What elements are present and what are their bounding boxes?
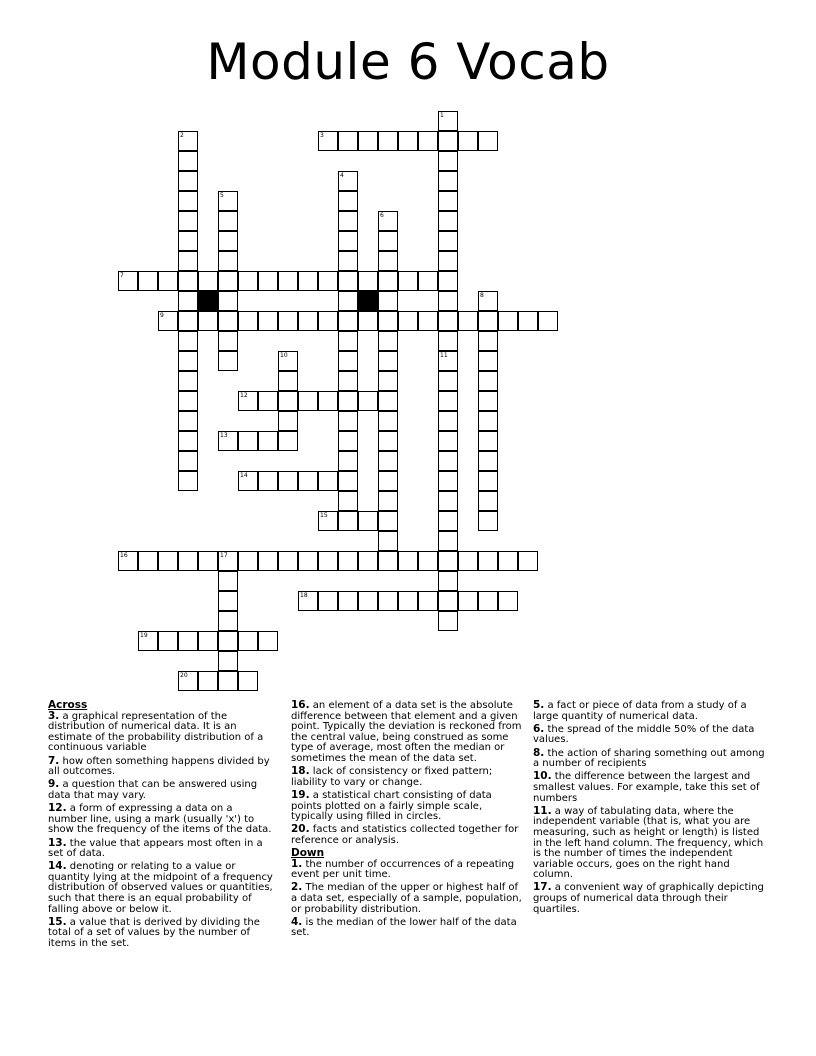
grid-cell[interactable]: [378, 331, 398, 351]
grid-cell[interactable]: [438, 231, 458, 251]
grid-cell[interactable]: [218, 231, 238, 251]
grid-cell[interactable]: [478, 451, 498, 471]
grid-cell[interactable]: [278, 271, 298, 291]
grid-cell[interactable]: [378, 131, 398, 151]
grid-cell[interactable]: [438, 211, 458, 231]
clue-down-6: 6. the spread of the middle 50% of the data values.: [533, 722, 755, 746]
grid-cell[interactable]: [178, 311, 198, 331]
grid-cell[interactable]: [318, 591, 338, 611]
grid-cell[interactable]: [338, 431, 358, 451]
grid-cell[interactable]: [298, 311, 318, 331]
grid-cell[interactable]: [238, 311, 258, 331]
grid-cell[interactable]: [458, 551, 478, 571]
black-square: [198, 291, 218, 311]
grid-cell[interactable]: [358, 511, 378, 531]
grid-cell[interactable]: [378, 271, 398, 291]
clue-across-20: 20. facts and statistics collected together for reference or analysis.: [291, 823, 519, 846]
grid-cell[interactable]: [378, 471, 398, 491]
grid-cell[interactable]: [338, 271, 358, 291]
grid-cell[interactable]: [178, 171, 198, 191]
grid-cell[interactable]: [138, 271, 158, 291]
grid-cell[interactable]: [458, 131, 478, 151]
grid-cell[interactable]: [398, 271, 418, 291]
grid-cell[interactable]: [478, 391, 498, 411]
grid-cell[interactable]: [478, 351, 498, 371]
grid-cell[interactable]: [338, 251, 358, 271]
grid-number-17: 17: [220, 552, 228, 559]
grid-cell[interactable]: [438, 431, 458, 451]
grid-number-19: 19: [140, 632, 148, 639]
grid-cell[interactable]: [338, 411, 358, 431]
grid-cell[interactable]: [418, 271, 438, 291]
grid-cell[interactable]: [278, 431, 298, 451]
grid-cell[interactable]: [238, 631, 258, 651]
grid-cell[interactable]: [238, 271, 258, 291]
grid-cell[interactable]: [438, 331, 458, 351]
clue-across-15: 15. a value that is derived by dividing the total of a set of values by the number of items in the set.: [48, 915, 260, 950]
grid-cell[interactable]: [338, 331, 358, 351]
clue-column-2: [291, 700, 523, 941]
grid-cell[interactable]: [258, 391, 278, 411]
grid-cell[interactable]: [498, 311, 518, 331]
grid-cell[interactable]: [378, 491, 398, 511]
grid-cell[interactable]: [238, 671, 258, 691]
grid-number-8: 8: [480, 292, 484, 299]
grid-cell[interactable]: [378, 231, 398, 251]
grid-cell[interactable]: [438, 611, 458, 631]
grid-number-6: 6: [380, 212, 384, 219]
grid-cell[interactable]: [218, 611, 238, 631]
grid-cell[interactable]: [138, 551, 158, 571]
grid-cell[interactable]: [358, 131, 378, 151]
grid-cell[interactable]: [538, 311, 558, 331]
grid-number-18: 18: [300, 592, 308, 599]
grid-cell[interactable]: [398, 551, 418, 571]
grid-cell[interactable]: [398, 131, 418, 151]
clue-across-14: 14. denoting or relating to a value or quantity lying at the midpoint of a frequency distribution of observed values or quantities, such that there is an equal probability of falling above or below it.: [48, 860, 273, 915]
grid-cell[interactable]: [278, 391, 298, 411]
grid-number-14: 14: [240, 472, 248, 479]
grid-cell[interactable]: [298, 391, 318, 411]
clue-across-12: 12. a form of expressing a data on a number line, using a mark (usually 'x') to show the frequency of the items of the data.: [48, 802, 272, 836]
grid-cell[interactable]: [338, 211, 358, 231]
grid-cell[interactable]: [478, 511, 498, 531]
grid-cell[interactable]: [358, 271, 378, 291]
grid-cell[interactable]: [518, 551, 538, 571]
grid-cell[interactable]: [438, 311, 458, 331]
grid-cell[interactable]: [318, 311, 338, 331]
grid-cell[interactable]: [218, 291, 238, 311]
grid-cell[interactable]: [218, 331, 238, 351]
grid-cell[interactable]: [358, 311, 378, 331]
grid-cell[interactable]: [338, 311, 358, 331]
grid-cell[interactable]: [158, 631, 178, 651]
grid-number-7: 7: [120, 272, 124, 279]
grid-cell[interactable]: [178, 191, 198, 211]
grid-cell[interactable]: [318, 471, 338, 491]
grid-cell[interactable]: [438, 591, 458, 611]
clue-across-3: 3. a graphical representation of the distribution of numerical data. It is an estimate of the probability distribution of a continuous variable: [48, 709, 264, 754]
grid-cell[interactable]: [438, 271, 458, 291]
grid-cell[interactable]: [438, 171, 458, 191]
grid-cell[interactable]: [478, 471, 498, 491]
grid-cell[interactable]: [378, 411, 398, 431]
clue-down-8: 8. the action of sharing something out among a number of recipients: [533, 746, 765, 770]
grid-cell[interactable]: [358, 591, 378, 611]
grid-cell[interactable]: [478, 331, 498, 351]
grid-cell[interactable]: [338, 511, 358, 531]
grid-cell[interactable]: [438, 411, 458, 431]
grid-cell[interactable]: [278, 551, 298, 571]
grid-number-3: 3: [320, 132, 324, 139]
grid-cell[interactable]: [498, 551, 518, 571]
grid-cell[interactable]: [438, 491, 458, 511]
grid-cell[interactable]: [278, 371, 298, 391]
grid-number-16: 16: [120, 552, 128, 559]
grid-cell[interactable]: [478, 131, 498, 151]
grid-cell[interactable]: [338, 231, 358, 251]
grid-cell[interactable]: [478, 371, 498, 391]
grid-cell[interactable]: [338, 191, 358, 211]
grid-cell[interactable]: [478, 311, 498, 331]
grid-cell[interactable]: [258, 551, 278, 571]
clue-column-1: [48, 700, 273, 951]
grid-cell[interactable]: [378, 531, 398, 551]
clue-down-17: 17. a convenient way of graphically depicting groups of numerical data through their quartiles.: [533, 881, 764, 915]
grid-cell[interactable]: [238, 431, 258, 451]
grid-cell[interactable]: [378, 431, 398, 451]
grid-cell[interactable]: [378, 291, 398, 311]
grid-cell[interactable]: [178, 151, 198, 171]
clue-across-7: 7. how often something happens divided by all outcomes.: [48, 754, 270, 778]
grid-cell[interactable]: [298, 271, 318, 291]
grid-cell[interactable]: [198, 311, 218, 331]
grid-cell[interactable]: [178, 411, 198, 431]
clue-across-16: 16. an element of a data set is the absolute difference between that element and a given point. Typically the deviation is reckoned from the central value, being construed as some type of average, most often the median or sometimes the mean of the data set.: [291, 699, 522, 764]
grid-cell[interactable]: [258, 431, 278, 451]
grid-cell[interactable]: [178, 231, 198, 251]
grid-cell[interactable]: [178, 451, 198, 471]
grid-number-2: 2: [180, 132, 184, 139]
grid-number-15: 15: [320, 512, 328, 519]
grid-cell[interactable]: [518, 311, 538, 331]
grid-cell[interactable]: [218, 591, 238, 611]
grid-cell[interactable]: [318, 391, 338, 411]
grid-cell[interactable]: [278, 311, 298, 331]
grid-cell[interactable]: [478, 411, 498, 431]
clue-across-18: 18. lack of consistency or fixed pattern; liability to vary or change.: [291, 765, 493, 788]
grid-cell[interactable]: [438, 451, 458, 471]
grid-number-4: 4: [340, 172, 344, 179]
grid-number-12: 12: [240, 392, 248, 399]
grid-cell[interactable]: [378, 371, 398, 391]
grid-cell[interactable]: [378, 451, 398, 471]
grid-cell[interactable]: [338, 371, 358, 391]
grid-cell[interactable]: [178, 371, 198, 391]
grid-cell[interactable]: [378, 251, 398, 271]
grid-cell[interactable]: [498, 591, 518, 611]
clue-across-9: 9. a question that can be answered using data that may vary.: [48, 778, 258, 801]
grid-cell[interactable]: [338, 471, 358, 491]
grid-number-1: 1: [440, 112, 444, 119]
grid-cell[interactable]: [178, 431, 198, 451]
grid-cell[interactable]: [438, 531, 458, 551]
grid-cell[interactable]: [278, 471, 298, 491]
grid-cell[interactable]: [378, 591, 398, 611]
black-square: [358, 291, 378, 311]
grid-cell[interactable]: [378, 551, 398, 571]
grid-cell[interactable]: [418, 591, 438, 611]
clue-across-19: 19. a statistical chart consisting of data points plotted on a fairly simple scale, typically using filled in circles.: [291, 788, 492, 823]
grid-cell[interactable]: [258, 471, 278, 491]
grid-number-13: 13: [220, 432, 228, 439]
grid-cell[interactable]: [198, 271, 218, 291]
grid-cell[interactable]: [338, 391, 358, 411]
grid-cell[interactable]: [438, 391, 458, 411]
grid-cell[interactable]: [218, 311, 238, 331]
grid-cell[interactable]: [318, 551, 338, 571]
grid-cell[interactable]: [198, 631, 218, 651]
grid-cell[interactable]: [318, 271, 338, 291]
grid-cell[interactable]: [438, 151, 458, 171]
grid-cell[interactable]: [378, 351, 398, 371]
grid-cell[interactable]: [178, 471, 198, 491]
grid-cell[interactable]: [338, 291, 358, 311]
grid-number-11: 11: [440, 352, 448, 359]
grid-cell[interactable]: [258, 311, 278, 331]
clue-down-10: 10. the difference between the largest and smallest values. For example, take this set of numbers: [533, 770, 760, 804]
grid-cell[interactable]: [238, 551, 258, 571]
grid-cell[interactable]: [258, 631, 278, 651]
grid-cell[interactable]: [178, 291, 198, 311]
grid-cell[interactable]: [178, 331, 198, 351]
grid-cell[interactable]: [158, 551, 178, 571]
grid-cell[interactable]: [218, 571, 238, 591]
grid-cell[interactable]: [178, 211, 198, 231]
grid-cell[interactable]: [438, 551, 458, 571]
grid-number-5: 5: [220, 192, 224, 199]
grid-cell[interactable]: [178, 551, 198, 571]
grid-cell[interactable]: [418, 551, 438, 571]
grid-cell[interactable]: [438, 571, 458, 591]
grid-cell[interactable]: [218, 271, 238, 291]
grid-cell[interactable]: [418, 131, 438, 151]
grid-cell[interactable]: [438, 511, 458, 531]
grid-cell[interactable]: [278, 411, 298, 431]
grid-cell[interactable]: [358, 391, 378, 411]
grid-number-20: 20: [180, 672, 188, 679]
grid-cell[interactable]: [298, 471, 318, 491]
page-title: Module 6 Vocab: [206, 33, 610, 91]
grid-cell[interactable]: [258, 271, 278, 291]
grid-cell[interactable]: [338, 131, 358, 151]
grid-cell[interactable]: [158, 271, 178, 291]
grid-cell[interactable]: [178, 271, 198, 291]
grid-cell[interactable]: [338, 591, 358, 611]
grid-cell[interactable]: [218, 671, 238, 691]
grid-cell[interactable]: [378, 311, 398, 331]
grid-cell[interactable]: [218, 631, 238, 651]
grid-cell[interactable]: [478, 551, 498, 571]
grid-cell[interactable]: [338, 491, 358, 511]
grid-cell[interactable]: [338, 351, 358, 371]
clue-down-5: 5. a fact or piece of data from a study of a large quantity of numerical data.: [533, 699, 747, 722]
grid-cell[interactable]: [338, 551, 358, 571]
clue-column-3: [533, 700, 769, 917]
grid-cell[interactable]: [218, 351, 238, 371]
clue-down-4: 4. is the median of the lower half of the data set.: [291, 915, 517, 939]
clue-down-1: 1. the number of occurrences of a repeating event per unit time.: [291, 857, 515, 881]
grid-number-9: 9: [160, 312, 164, 319]
grid-cell[interactable]: [398, 591, 418, 611]
clue-down-2: 2. The median of the upper or highest half of a data set, especially of a sample, population, or probability distribution.: [291, 881, 522, 915]
grid-cell[interactable]: [298, 551, 318, 571]
grid-cell[interactable]: [458, 591, 478, 611]
grid-cell[interactable]: [478, 491, 498, 511]
grid-cell[interactable]: [478, 431, 498, 451]
grid-cell[interactable]: [378, 391, 398, 411]
grid-cell[interactable]: [438, 191, 458, 211]
grid-cell[interactable]: [218, 651, 238, 671]
grid-cell[interactable]: [438, 251, 458, 271]
grid-cell[interactable]: [178, 351, 198, 371]
grid-cell[interactable]: [198, 671, 218, 691]
grid-cell[interactable]: [358, 551, 378, 571]
grid-cell[interactable]: [178, 251, 198, 271]
grid-cell[interactable]: [178, 391, 198, 411]
grid-cell[interactable]: [198, 551, 218, 571]
grid-cell[interactable]: [218, 211, 238, 231]
grid-cell[interactable]: [218, 251, 238, 271]
grid-cell[interactable]: [438, 291, 458, 311]
grid-cell[interactable]: [438, 131, 458, 151]
down-heading: Down: [291, 847, 325, 860]
grid-cell[interactable]: [438, 371, 458, 391]
grid-cell[interactable]: [458, 311, 478, 331]
grid-number-10: 10: [280, 352, 288, 359]
grid-cell[interactable]: [478, 591, 498, 611]
grid-cell[interactable]: [178, 631, 198, 651]
clue-down-11: 11. a way of tabulating data, where the independent variable (that is, what you are measuring, such as height or length) is listed in the left hand column. The frequency, which is the number of times the independent variable occurs, goes on the right hand column.: [533, 804, 764, 881]
grid-cell[interactable]: [378, 511, 398, 531]
grid-cell[interactable]: [418, 311, 438, 331]
clue-across-13: 13. the value that appears most often in a set of data.: [48, 836, 263, 860]
grid-cell[interactable]: [338, 451, 358, 471]
grid-cell[interactable]: [398, 311, 418, 331]
grid-cell[interactable]: [438, 471, 458, 491]
across-heading: Across: [48, 699, 88, 711]
